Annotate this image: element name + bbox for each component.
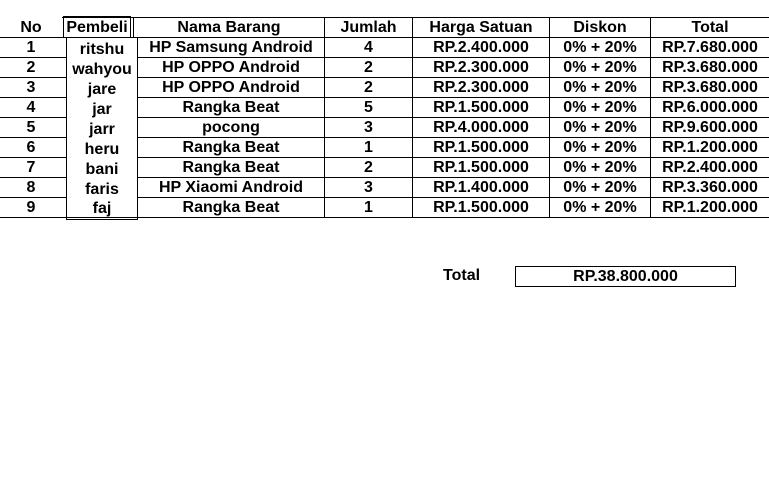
cell-harga-satuan: RP.2.300.000 bbox=[433, 59, 529, 76]
cell-harga-satuan: RP.1.500.000 bbox=[433, 199, 529, 216]
cell-nama-barang: HP OPPO Android bbox=[162, 59, 300, 76]
header-jumlah: Jumlah bbox=[340, 18, 397, 36]
cell-jumlah: 3 bbox=[364, 179, 373, 196]
cell-diskon: 0% + 20% bbox=[563, 199, 637, 216]
cell-total: RP.2.400.000 bbox=[662, 159, 758, 176]
grand-total-label: Total bbox=[443, 267, 481, 284]
cell-nama-barang: HP Xiaomi Android bbox=[158, 179, 303, 196]
cell-jumlah: 5 bbox=[364, 99, 373, 116]
grand-total-value: RP.38.800.000 bbox=[515, 266, 736, 287]
cell-nama-barang: HP OPPO Android bbox=[162, 79, 300, 96]
cell-jumlah: 2 bbox=[364, 79, 373, 96]
cell-diskon: 0% + 20% bbox=[563, 179, 637, 196]
cell-total: RP.3.680.000 bbox=[662, 79, 758, 96]
cell-no: 7 bbox=[26, 159, 36, 176]
cell-no: 5 bbox=[26, 119, 36, 136]
header-divider bbox=[412, 17, 413, 37]
cell-harga-satuan: RP.1.500.000 bbox=[433, 139, 529, 156]
header-nama-barang: Nama Barang bbox=[177, 18, 281, 36]
header-divider bbox=[324, 17, 325, 37]
cell-pembeli: jarr bbox=[89, 121, 115, 138]
cell-no: 2 bbox=[26, 59, 36, 76]
cell-jumlah: 1 bbox=[364, 139, 373, 156]
cell-total: RP.3.360.000 bbox=[662, 179, 758, 196]
cell-pembeli: heru bbox=[84, 141, 120, 158]
header-pembeli-box bbox=[63, 16, 131, 38]
cell-harga-satuan: RP.2.300.000 bbox=[433, 79, 529, 96]
header-total: Total bbox=[691, 18, 729, 36]
cell-harga-satuan: RP.1.500.000 bbox=[433, 99, 529, 116]
cell-total: RP.7.680.000 bbox=[662, 39, 758, 56]
cell-pembeli: ritshu bbox=[79, 41, 125, 58]
header-divider bbox=[133, 17, 134, 37]
cell-pembeli: jar bbox=[92, 101, 112, 118]
cell-no: 4 bbox=[26, 99, 36, 116]
cell-no: 3 bbox=[26, 79, 36, 96]
pembeli-bottom-border bbox=[66, 219, 138, 220]
cell-nama-barang: Rangka Beat bbox=[182, 139, 280, 156]
cell-pembeli: bani bbox=[85, 161, 119, 178]
cell-total: RP.1.200.000 bbox=[662, 139, 758, 156]
cell-pembeli: faj bbox=[92, 200, 112, 217]
cell-harga-satuan: RP.1.500.000 bbox=[433, 159, 529, 176]
cell-total: RP.1.200.000 bbox=[662, 199, 758, 216]
header-pembeli: Pembeli bbox=[66, 18, 128, 36]
cell-nama-barang: pocong bbox=[202, 119, 260, 136]
cell-diskon: 0% + 20% bbox=[563, 59, 637, 76]
cell-diskon: 0% + 20% bbox=[563, 159, 637, 176]
cell-diskon: 0% + 20% bbox=[563, 39, 637, 56]
cell-jumlah: 3 bbox=[364, 119, 373, 136]
header-divider bbox=[650, 17, 651, 37]
cell-harga-satuan: RP.2.400.000 bbox=[433, 39, 529, 56]
header-diskon: Diskon bbox=[573, 18, 627, 36]
cell-nama-barang: Rangka Beat bbox=[182, 159, 280, 176]
cell-no: 8 bbox=[26, 179, 36, 196]
cell-harga-satuan: RP.1.400.000 bbox=[433, 179, 529, 196]
cell-pembeli: faris bbox=[85, 181, 119, 198]
cell-pembeli: jare bbox=[87, 81, 117, 98]
cell-diskon: 0% + 20% bbox=[563, 139, 637, 156]
cell-jumlah: 2 bbox=[364, 59, 373, 76]
cell-diskon: 0% + 20% bbox=[563, 119, 637, 136]
cell-jumlah: 4 bbox=[364, 39, 373, 56]
cell-nama-barang: HP Samsung Android bbox=[149, 39, 313, 56]
cell-jumlah: 1 bbox=[364, 199, 373, 216]
header-divider bbox=[549, 17, 550, 37]
cell-no: 6 bbox=[26, 139, 36, 156]
cell-pembeli: wahyou bbox=[72, 61, 132, 78]
cell-diskon: 0% + 20% bbox=[563, 79, 637, 96]
cell-jumlah: 2 bbox=[364, 159, 373, 176]
cell-total: RP.9.600.000 bbox=[662, 119, 758, 136]
cell-nama-barang: Rangka Beat bbox=[182, 99, 280, 116]
cell-nama-barang: Rangka Beat bbox=[182, 199, 280, 216]
cell-no: 9 bbox=[26, 199, 36, 216]
cell-no: 1 bbox=[26, 39, 36, 56]
header-no: No bbox=[20, 18, 42, 36]
cell-harga-satuan: RP.4.000.000 bbox=[433, 119, 529, 136]
cell-total: RP.3.680.000 bbox=[662, 59, 758, 76]
cell-total: RP.6.000.000 bbox=[662, 99, 758, 116]
cell-diskon: 0% + 20% bbox=[563, 99, 637, 116]
header-harga-satuan: Harga Satuan bbox=[429, 18, 533, 36]
header-top-border bbox=[62, 17, 769, 18]
